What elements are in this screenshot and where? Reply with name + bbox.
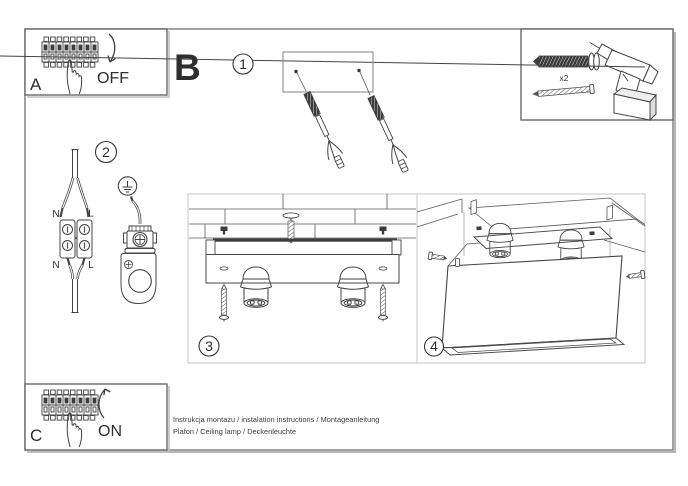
svg-text:1: 1 — [239, 56, 247, 72]
panel-c-label: C — [30, 426, 43, 445]
lamp-socket — [241, 267, 272, 307]
off-label: OFF — [97, 70, 129, 87]
ground-wire — [131, 197, 140, 225]
svg-text:4: 4 — [430, 338, 438, 354]
step-4-shade — [417, 194, 645, 363]
panel-a-label: A — [30, 75, 42, 94]
step-4-badge — [425, 337, 444, 356]
plug-screw-icon — [299, 90, 348, 171]
side-screw-left — [428, 252, 448, 262]
side-screw-right — [625, 270, 645, 281]
screw-quantity-label: x2 — [559, 73, 569, 83]
step-3-badge — [199, 336, 219, 356]
earth-symbol-icon — [118, 177, 136, 195]
shade-box — [442, 256, 624, 355]
ground-terminal — [124, 226, 157, 253]
svg-text:3: 3 — [205, 338, 213, 354]
terminal-block — [60, 220, 92, 258]
wire-label-n-bottom: N — [52, 260, 60, 271]
product-caption: Plafon / Ceiling lamp / Deckenleuchte — [173, 427, 297, 436]
lamp-socket — [338, 267, 369, 307]
supply-cable — [61, 150, 89, 218]
drill-point — [294, 70, 297, 73]
instructions-caption: Instrukcja montażu / instalation instructions / Montageanleitung — [173, 415, 380, 424]
step-2-badge — [96, 142, 117, 163]
mounting-plate — [206, 239, 401, 284]
wire-label-l-top: L — [88, 208, 94, 220]
ground-plate — [121, 254, 156, 304]
power-on-panel — [25, 384, 169, 452]
step-1-badge — [233, 54, 253, 74]
power-off-panel — [25, 29, 169, 97]
plug-screw-icon — [363, 94, 412, 175]
svg-text:2: 2 — [102, 144, 110, 160]
step-2-wiring — [52, 142, 156, 313]
ceiling-anchors — [221, 227, 387, 235]
step-3-mounting — [188, 194, 417, 363]
lamp-cable — [68, 258, 85, 313]
wire-label-l-bottom: L — [88, 260, 94, 271]
step-1-drilling — [233, 52, 412, 175]
wire-label-n-top: N — [52, 209, 60, 220]
drill-point — [357, 69, 360, 72]
on-label: ON — [98, 423, 122, 440]
section-label: B — [174, 47, 201, 88]
